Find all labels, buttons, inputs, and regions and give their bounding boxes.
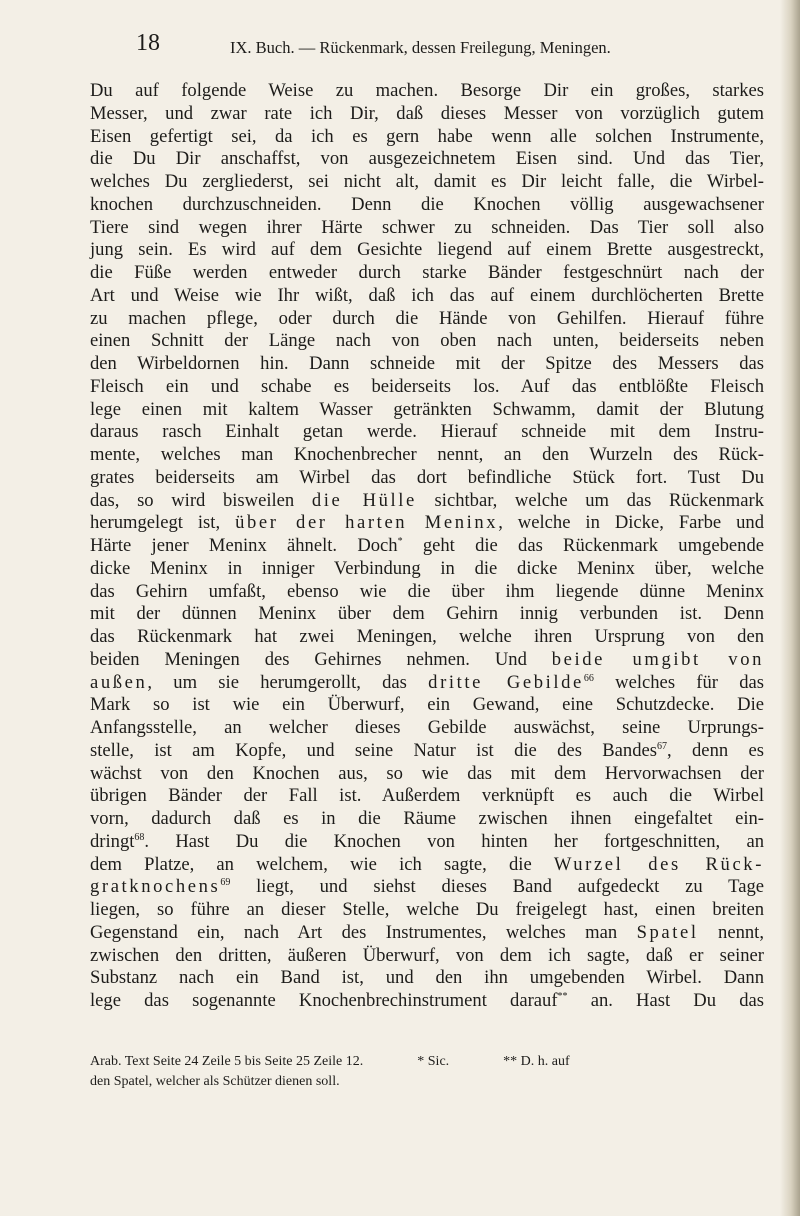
- text-line: Substanz nach ein Band ist, und den ihn umgebenden Wirbel. Dann: [90, 967, 764, 989]
- text-line: welches Du zergliederst, sei nicht alt, damit es Dir leicht falle, die Wirbel-: [90, 171, 764, 192]
- footnote-marker: *: [397, 536, 403, 547]
- text-line: [90, 854, 764, 877]
- spaced-term: Wurzel des Rück-: [553, 853, 764, 875]
- spaced-term: außen: [90, 671, 148, 693]
- footnotes: [90, 1052, 764, 1092]
- source-reference: Arab. Text Seite 24 Zeile 5 bis Seite 25 Zeile 12.: [90, 1054, 364, 1069]
- text-line: [90, 876, 764, 899]
- text-line: [90, 922, 764, 945]
- text-line: Messer, und zwar rate ich Dir, daß dieses Messer von vorzüglich gutem: [90, 102, 764, 124]
- footnote-line: den Spatel, welcher als Schützer dienen soll.: [90, 1074, 340, 1089]
- text-run: liegt, und siehst dieses Band aufgedeckt zu Tage: [230, 876, 764, 898]
- text-run: , um sie herumgerollt, das: [147, 671, 429, 693]
- footnote-line: [90, 1052, 764, 1072]
- text-line: Eisen gefertigt sei, da ich es gern habe wenn alle solchen Instrumente,: [90, 125, 764, 147]
- page-edge-shadow: [780, 0, 800, 1216]
- text-line: die Du Dir anschaffst, von ausgezeichnetem Eisen sind. Und das Tier,: [90, 148, 764, 170]
- text-line: Anfangsstelle, an welcher dieses Gebilde auswächst, seine Urprungs-: [90, 717, 764, 738]
- text-run: , denn es: [667, 739, 764, 761]
- text-run: . Hast Du die Knochen von hinten her fortgeschnitten, an: [144, 830, 764, 852]
- running-head: IX. Buch. — Rückenmark, dessen Freilegung, Meningen.: [230, 38, 611, 57]
- text-run: Gegenstand ein, nach Art des Instrumentes, welches man: [90, 921, 637, 943]
- text-run: das, so wird bisweilen: [90, 489, 312, 511]
- text-run: dem Platze, an welchem, wie ich sagte, die: [90, 853, 554, 875]
- text-run: welches für das: [593, 671, 765, 693]
- text-line: Fleisch ein und schabe es beiderseits los. Auf das entblößte Fleisch: [90, 375, 764, 397]
- text-line: einen Schnitt der Länge nach von oben nach unten, beiderseits neben: [90, 330, 764, 352]
- footnote-marker: 67: [657, 740, 668, 752]
- text-run: geht die das Rückenmark umgebende: [402, 535, 764, 556]
- text-line: Art und Weise wie Ihr wißt, daß ich das auf einem durchlöcherten Brette: [90, 284, 764, 306]
- text-run: beiden Meningen des Gehirnes nehmen. Und: [90, 648, 552, 670]
- text-run: sichtbar, welche um das Rückenmark: [416, 489, 765, 511]
- text-line: übrigen Bänder der Fall ist. Außerdem verknüpft es auch die Wirbel: [90, 785, 764, 807]
- text-line: Du auf folgende Weise zu machen. Besorge Dir ein großes, starkes: [90, 80, 764, 101]
- footnote-marker: 68: [134, 831, 145, 843]
- footnote-marker: 69: [220, 877, 231, 889]
- text-line: [90, 649, 764, 672]
- text-line: mente, welches man Knochenbrecher nennt, an den Wurzeln des Rück-: [90, 444, 764, 465]
- text-line: lege einen mit kaltem Wasser getränkten Schwamm, damit der Blutung: [90, 398, 764, 420]
- text-line: [90, 490, 764, 513]
- page-number: 18: [136, 30, 160, 56]
- text-line: den Wirbeldornen hin. Dann schneide mit der Spitze des Messers das: [90, 353, 764, 374]
- text-line: knochen durchzuschneiden. Denn die Knochen völlig ausgewachsener: [90, 193, 764, 215]
- text-run: , welche in Dicke, Farbe und: [498, 512, 764, 534]
- text-run: Härte jener Meninx ähnelt. Doch: [90, 535, 398, 556]
- footnote-1: * Sic.: [417, 1054, 450, 1069]
- text-line: zwischen den dritten, äußeren Überwurf, von dem ich sagte, daß er seiner: [90, 944, 764, 966]
- footnote-marker: **: [557, 991, 568, 1002]
- spaced-term: die Hülle: [311, 489, 417, 511]
- text-line: [90, 990, 764, 1013]
- text-line: [90, 831, 764, 854]
- text-line: zu machen pflege, oder durch die Hände von Gehilfen. Hierauf führe: [90, 307, 764, 329]
- text-line: [90, 535, 764, 558]
- spaced-term: Spatel: [636, 921, 699, 943]
- text-line: das Gehirn umfaßt, ebenso wie die über ihm liegende dünne Meninx: [90, 580, 764, 602]
- text-line: dicke Meninx in inniger Verbindung in die dicke Meninx über, welche: [90, 557, 764, 579]
- text-line: jung sein. Es wird auf dem Gesichte liegend auf einem Brette ausgestreckt,: [90, 239, 764, 261]
- text-line: liegen, so führe an dieser Stelle, welche Du freigelegt hast, einen breiten: [90, 899, 764, 920]
- text-line: [90, 740, 764, 763]
- text-run: stelle, ist am Kopfe, und seine Natur ist die des Bandes: [90, 739, 658, 761]
- footnote-marker: 66: [583, 672, 594, 684]
- text-line: [90, 512, 764, 535]
- text-line: vorn, dadurch daß es in die Räume zwischen ihnen eingefaltet ein-: [90, 808, 764, 829]
- text-line: Tiere sind wegen ihrer Härte schwer zu schneiden. Das Tier soll also: [90, 216, 764, 238]
- spaced-term: gratknochens: [90, 876, 221, 898]
- text-run: herumgelegt ist,: [90, 512, 236, 534]
- text-line: Mark so ist wie ein Überwurf, ein Gewand, eine Schutzdecke. Die: [90, 694, 764, 716]
- text-run: nennt,: [698, 921, 764, 943]
- text-line: [90, 672, 764, 695]
- text-line: wächst von den Knochen aus, so wie das mit dem Hervorwachsen der: [90, 762, 764, 784]
- text-line: die Füße werden entweder durch starke Bänder festgeschnürt nach der: [90, 262, 764, 283]
- spaced-term: dritte Gebilde: [428, 671, 584, 693]
- text-line: daraus rasch Einhalt getan werde. Hierauf schneide mit dem Instru-: [90, 421, 764, 443]
- main-text: [90, 80, 764, 1013]
- text-run: an. Hast Du das: [567, 990, 764, 1011]
- text-line: grates beiderseits am Wirbel das dort befindliche Stück fort. Tust Du: [90, 466, 764, 488]
- page-header: [90, 30, 750, 60]
- text-line: das Rückenmark hat zwei Meningen, welche ihren Ursprung von den: [90, 626, 764, 647]
- footnote-2: ** D. h. auf: [503, 1054, 570, 1069]
- text-line: mit der dünnen Meninx über dem Gehirn innig verbunden ist. Denn: [90, 603, 764, 625]
- spaced-term: beide umgibt von: [551, 648, 764, 670]
- text-run: dringt: [90, 830, 135, 852]
- text-run: lege das sogenannte Knochenbrechinstrument darauf: [90, 990, 558, 1011]
- spaced-term: über der harten Meninx: [235, 512, 499, 534]
